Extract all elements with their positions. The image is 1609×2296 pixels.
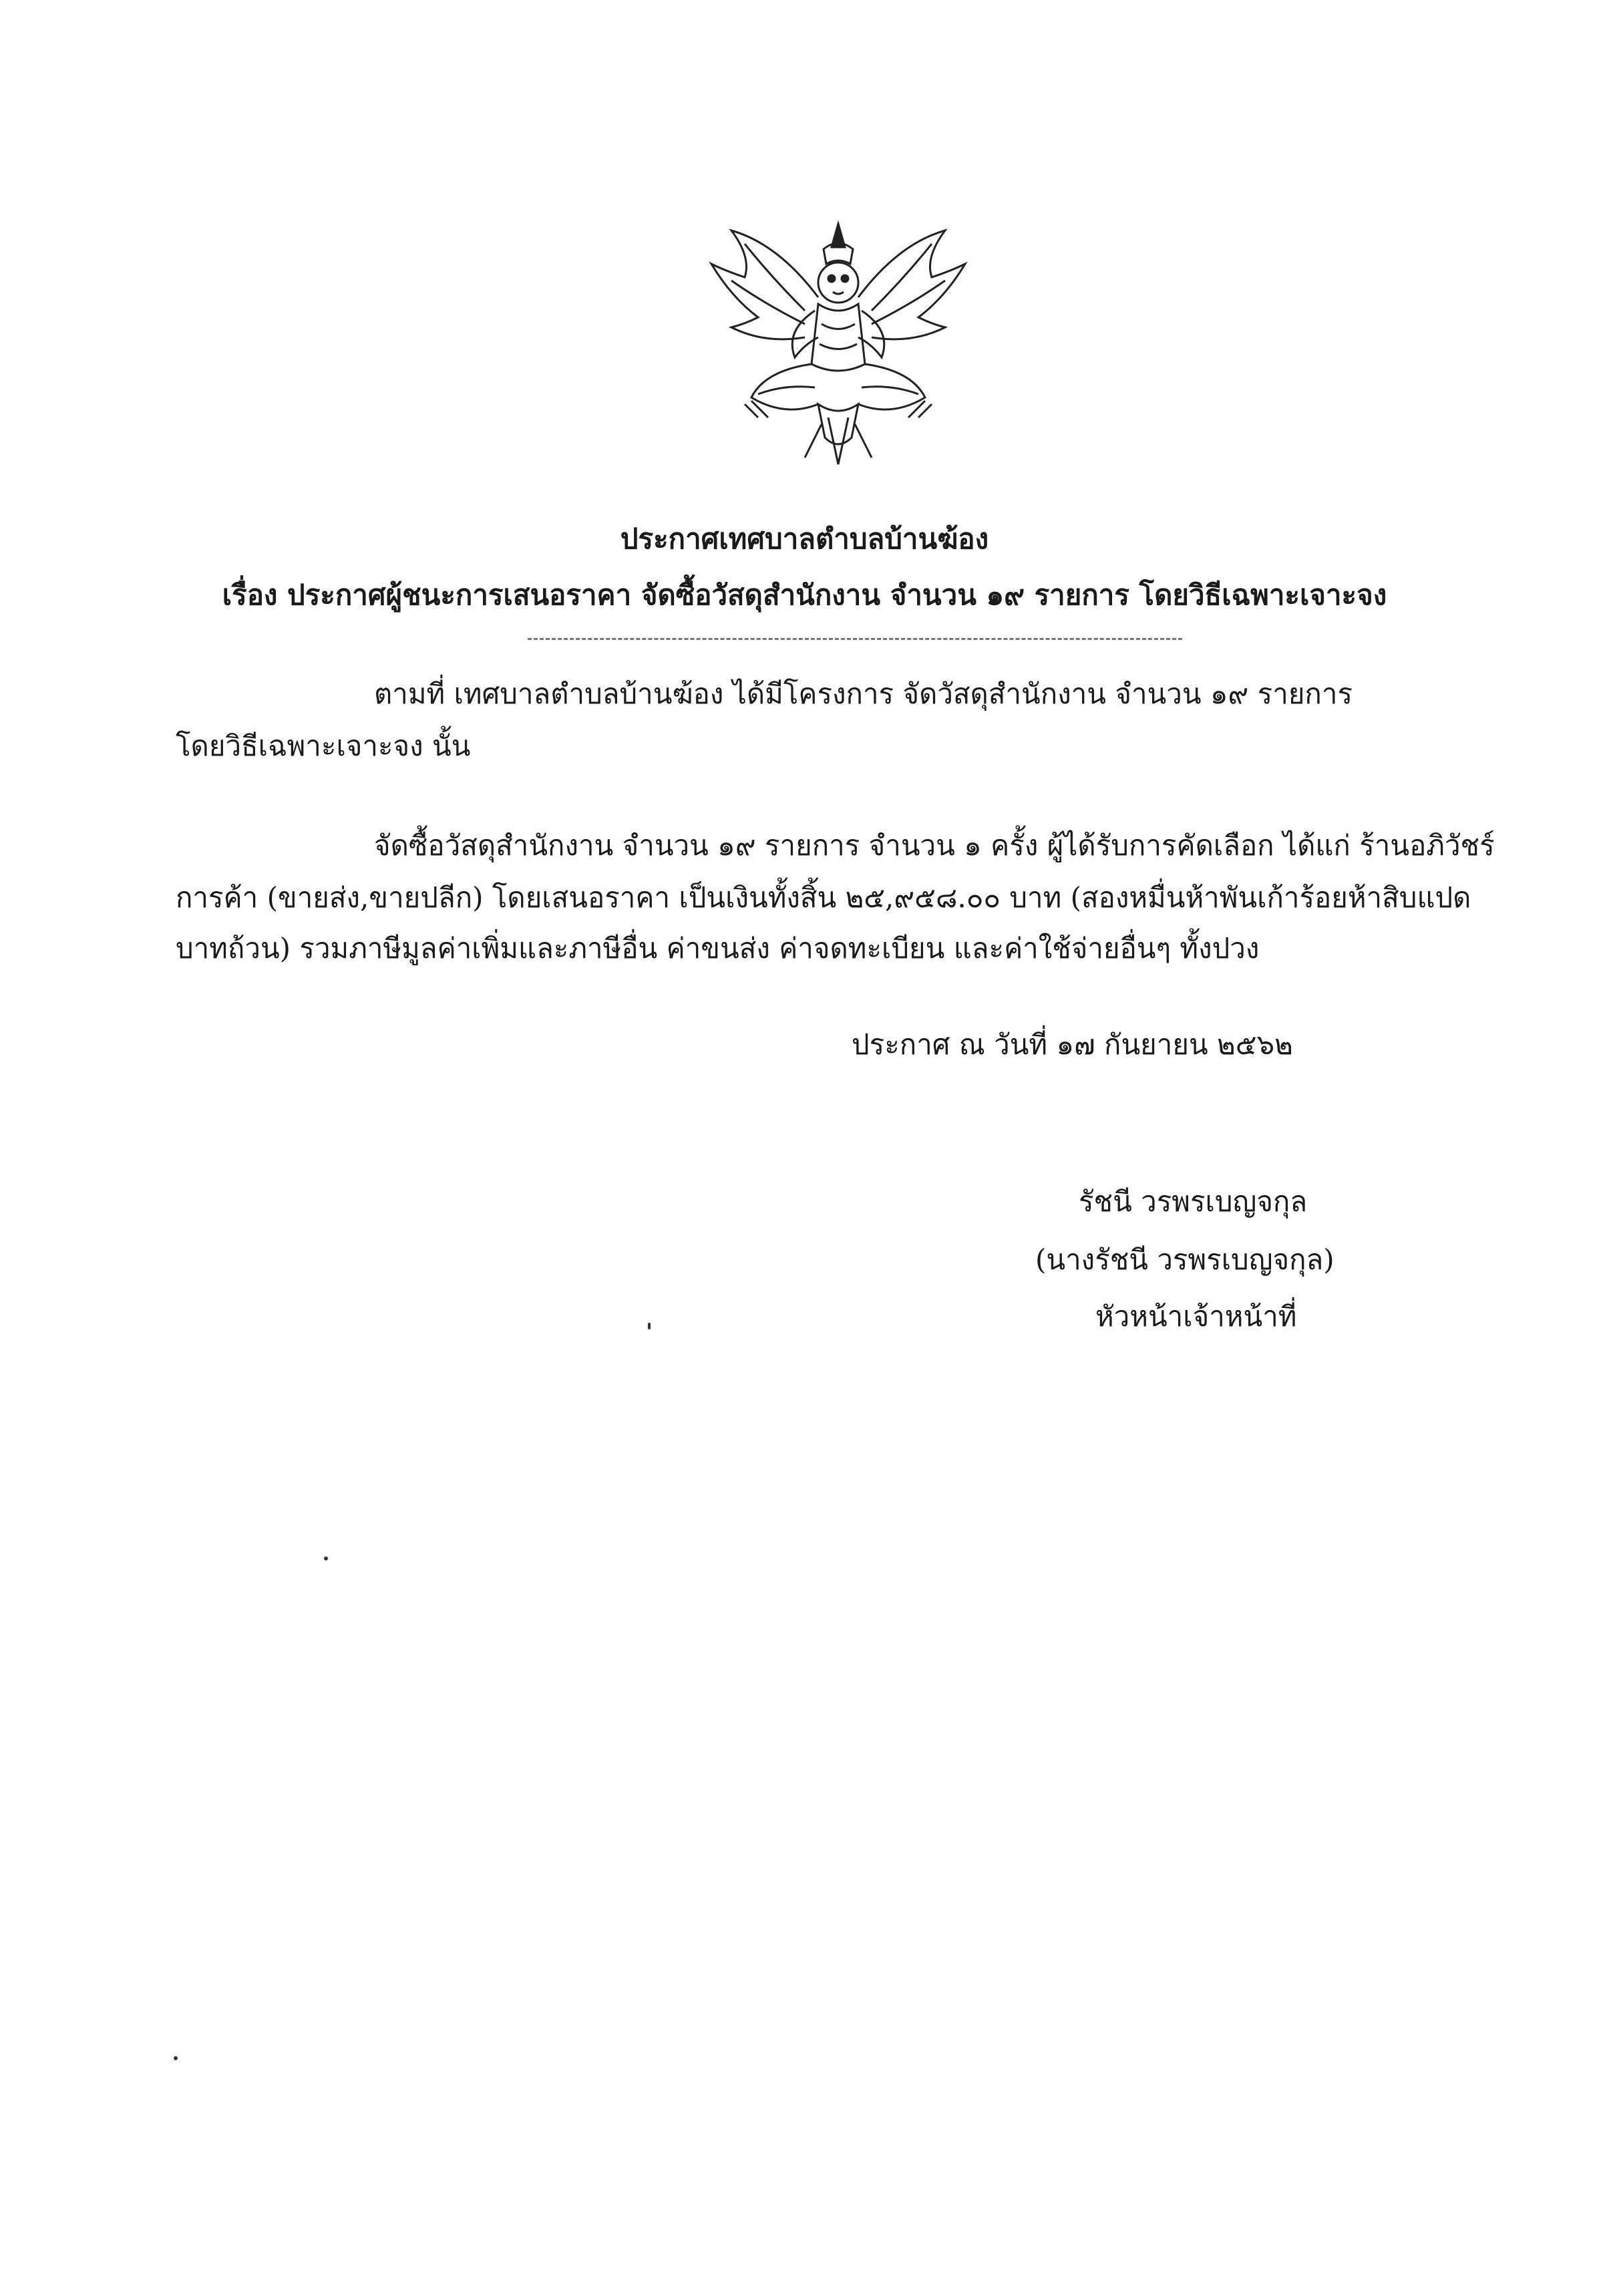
body-line-2: การค้า (ขายส่ง,ขายปลีก) โดยเสนอราคา เป็นเงินทั้งสิ้น ๒๕,๙๕๘.๐๐ บาท (สองหมื่นห้าพันเก้าร้อยห้าสิบแปด [176,881,1471,914]
scan-speck [648,1323,651,1329]
separator-line [528,638,1182,640]
signer-position: หัวหน้าเจ้าหน้าที่ [1095,1300,1297,1333]
announcement-title: ประกาศเทศบาลตำบลบ้านฆ้อง [620,522,989,555]
body-line-3: บาทถ้วน) รวมภาษีมูลค่าเพิ่มและภาษีอื่น ค่าขนส่ง ค่าจดทะเบียน และค่าใช้จ่ายอื่นๆ ทั้งปวง [176,932,1260,965]
signer-full-name: (นางรัชนี วรพรเบญจกุล) [1035,1243,1334,1276]
intro-line-2: โดยวิธีเฉพาะเจาะจง นั้น [176,729,471,762]
intro-line-1: ตามที่ เทศบาลตำบลบ้านฆ้อง ได้มีโครงการ จัดวัสดุสำนักงาน จำนวน ๑๙ รายการ [374,677,1353,710]
garuda-emblem-icon [705,217,972,471]
scan-speck [324,1556,328,1561]
scan-speck [174,2056,178,2060]
signer-signature: รัชนี วรพรเบญจกุล [1079,1185,1308,1218]
announcement-subject: เรื่อง ประกาศผู้ชนะการเสนอราคา จัดซื้อวัสดุสำนักงาน จำนวน ๑๙ รายการ โดยวิธีเฉพาะเจาะจง [222,579,1387,611]
body-line-1: จัดซื้อวัสดุสำนักงาน จำนวน ๑๙ รายการ จำนวน ๑ ครั้ง ผู้ได้รับการคัดเลือก ได้แก่ ร้านอภิวัชร์ [374,829,1495,862]
announcement-date: ประกาศ ณ วันที่ ๑๗ กันยายน ๒๕๖๒ [852,1028,1293,1061]
